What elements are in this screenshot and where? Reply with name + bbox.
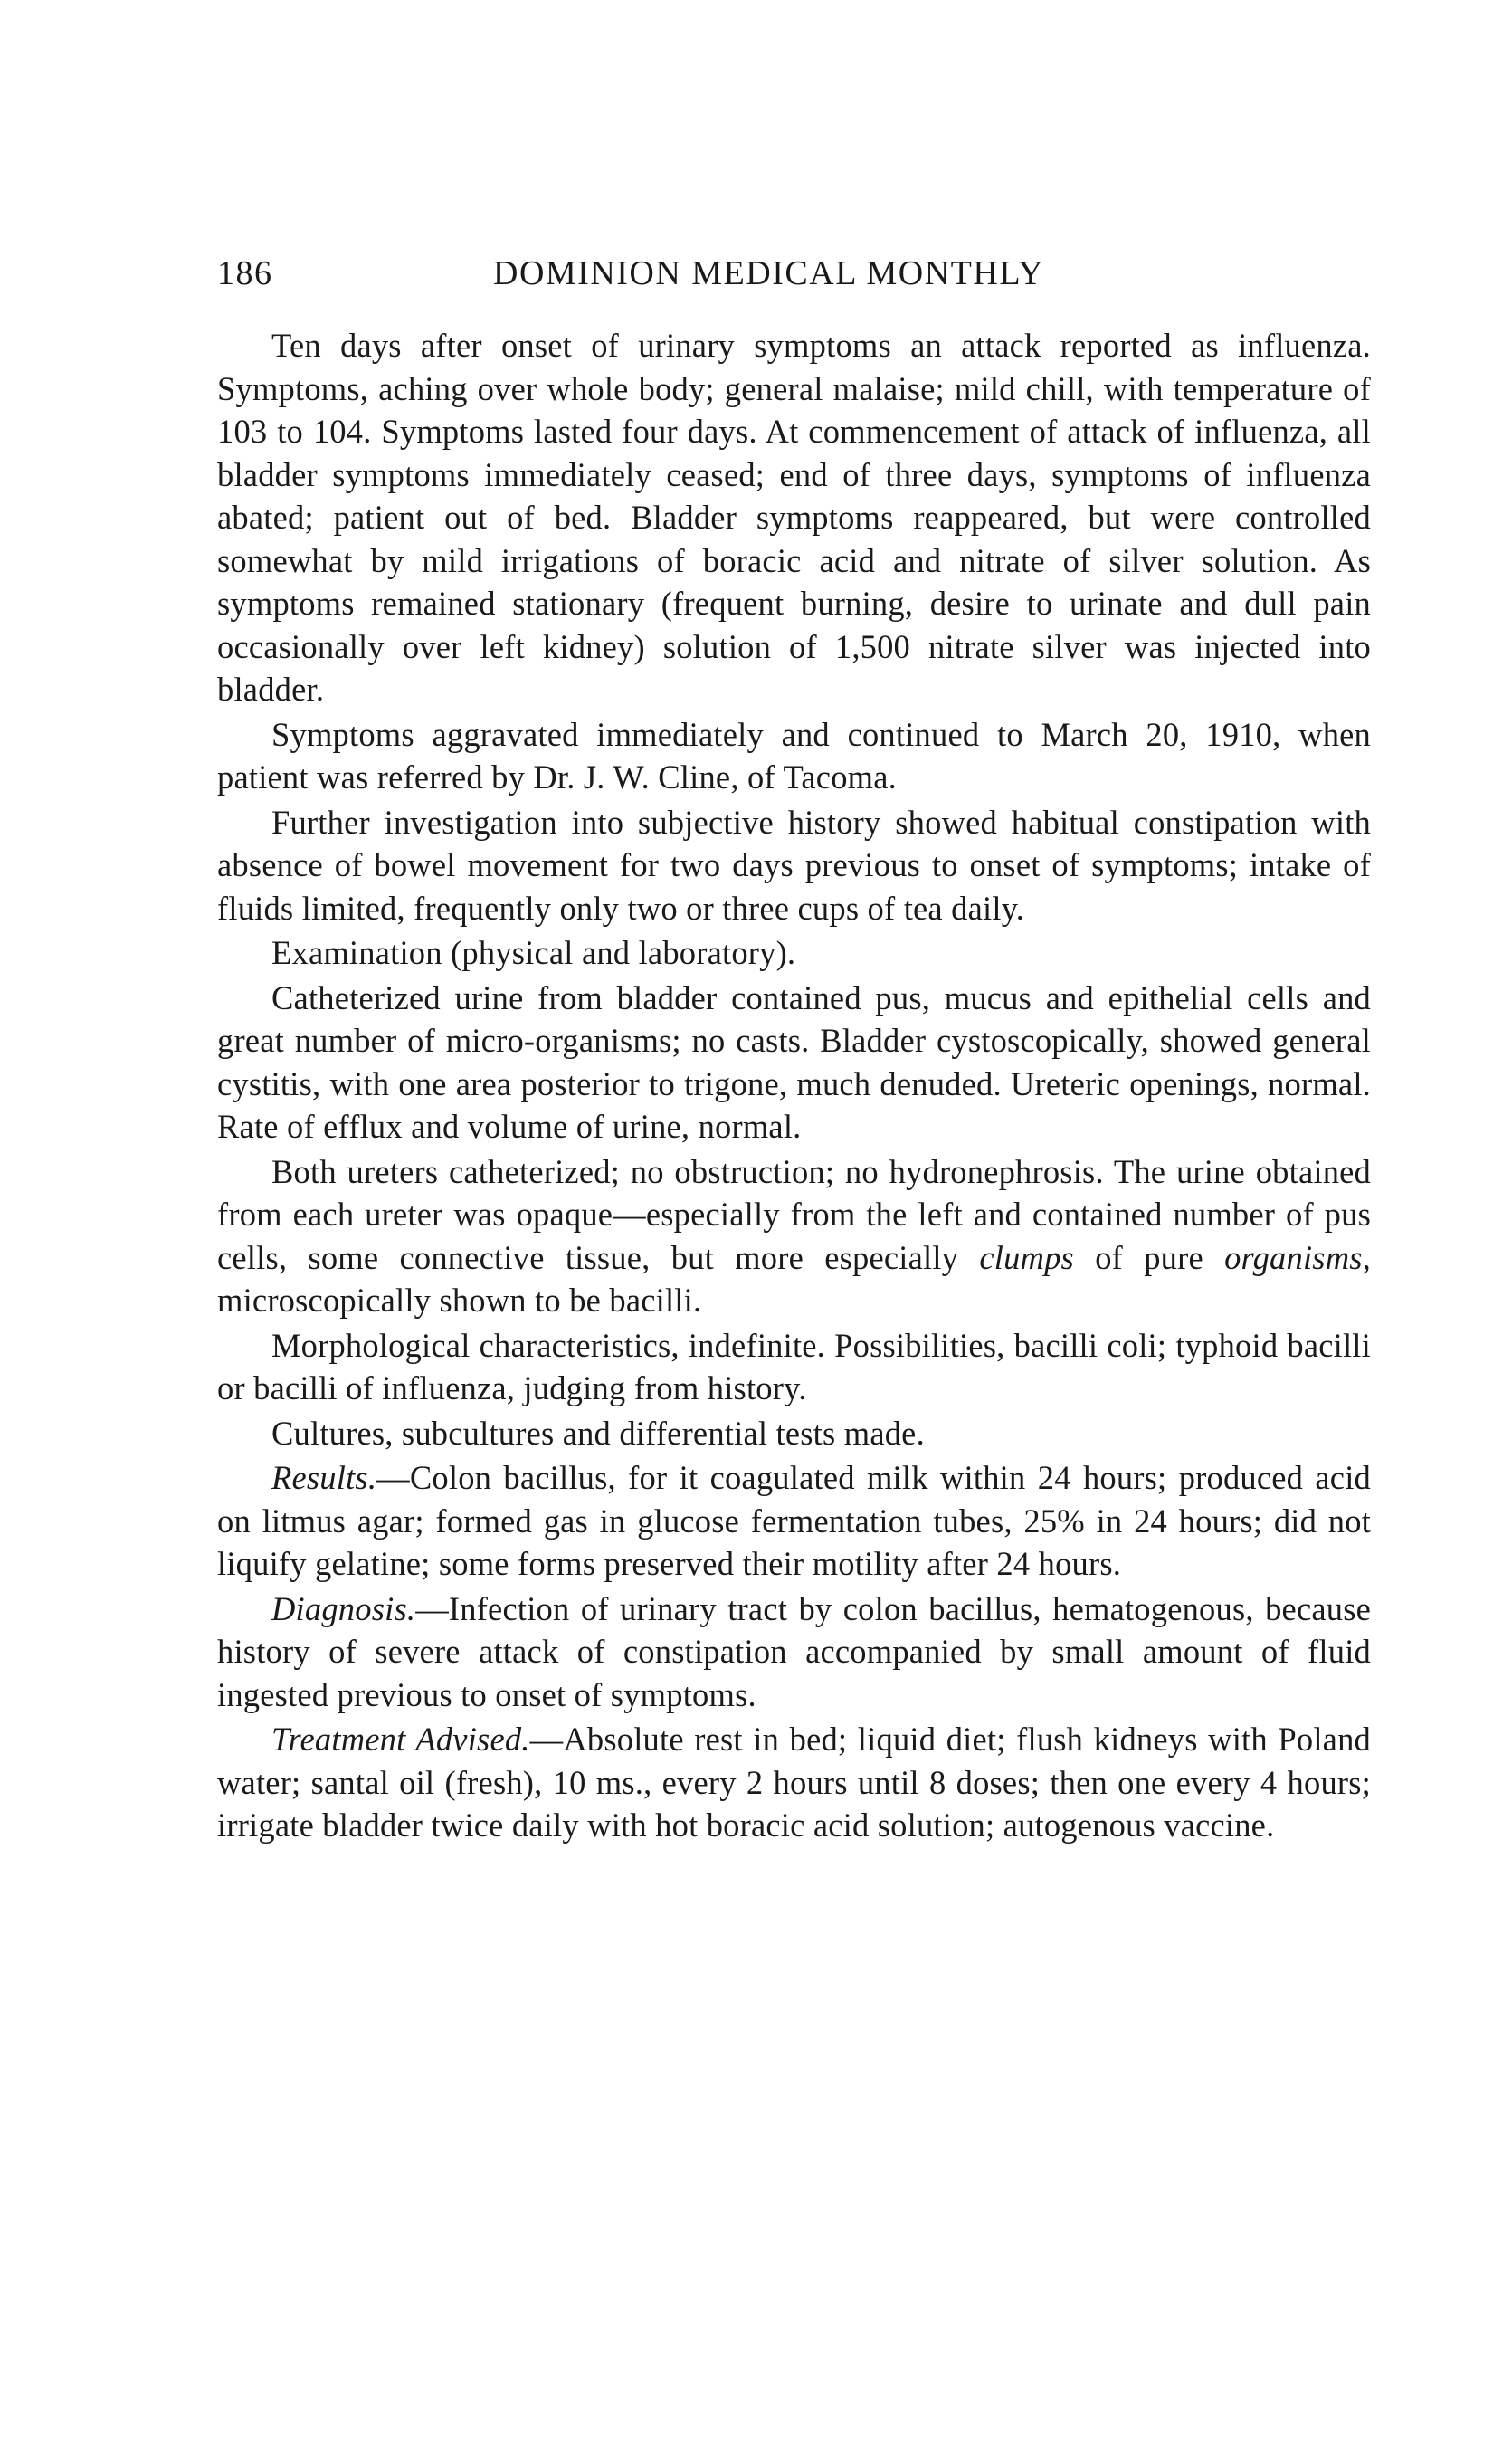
paragraph-catheterized-urine: Catheterized urine from bladder contained pus, mucus and epithelial cells and great number of micro-organisms; no casts. Bladder cystoscopically, showed general cystitis, with one area posterior to trigone, much denuded. Ureteric openings, normal. Rate of efflux and volume of urine, normal.: [217, 978, 1371, 1145]
ureters-text-after: microscopically shown to be bacilli.: [217, 1282, 702, 1319]
ureters-text-before: Both ureters catheterized; no obstruction; no hydronephrosis. The urine obtained from each ureter was opaque—especially from the left and contained number of pus cells, some connective tissue, but more especially: [217, 1152, 1371, 1276]
paragraph-influenza-attack: Ten days after onset of urinary symptoms an attack reported as influenza. Symptoms, aching over whole body; general malaise; mild chill, with temperature of 103 to 104. Symptoms lasted four days. At commencement of attack of influenza, all bladder symptoms immediately ceased; end of three days, symptoms of influenza abated; patient out of bed. Bladder symptoms reappeared, but were controlled somewhat by mild irrigations of boracic acid and nitrate of silver solution. As symptoms remained stationary (frequent burning, desire to urinate and dull pain occasionally over left kidney) solution of 1,500 nitrate silver was injected into bladder.: [217, 327, 1371, 708]
paragraph-examination: Examination (physical and laboratory).: [271, 934, 796, 971]
paragraph-morphological: Morphological characteristics, indefinite. Possibilities, bacilli coli; typhoid bacilli or bacilli of influenza, judging from history.: [217, 1326, 1371, 1406]
paragraph-cultures: Cultures, subcultures and differential tests made.: [271, 1414, 925, 1452]
article-body: [217, 324, 1371, 1847]
paragraph-treatment: [217, 1718, 1371, 1847]
italic-clumps: clumps: [979, 1238, 1074, 1276]
paragraph-symptoms-aggravated: Symptoms aggravated immediately and continued to March 20, 1910, when patient was referred by Dr. J. W. Cline, of Tacoma.: [217, 715, 1371, 796]
paragraph-diagnosis: [217, 1588, 1371, 1717]
paragraph-results: [217, 1456, 1371, 1586]
results-text: —Colon bacillus, for it coagulated milk within 24 hours; produced acid on litmus agar; formed gas in glucose fermentation tubes, 25% in 24 hours; did not liquify gelatine; some forms preserved their motility after 24 hours.: [217, 1459, 1371, 1582]
journal-page: [217, 253, 1371, 1847]
diagnosis-label: Diagnosis.: [271, 1589, 416, 1627]
results-label: Results.: [271, 1459, 377, 1496]
paragraph-further-investigation: Further investigation into subjective history showed habitual constipation with absence of bowel movement for two days previous to onset of symptoms; intake of fluids limited, frequently only two or three cups of tea daily.: [217, 803, 1371, 927]
diagnosis-text: —Infection of urinary tract by colon bacillus, hematogenous, because history of severe attack of constipation accompanied by small amount of fluid ingested previous to onset of symptoms.: [217, 1589, 1371, 1713]
ureters-text-middle: of pure: [1073, 1238, 1225, 1276]
journal-title: DOMINION MEDICAL MONTHLY: [493, 254, 1045, 292]
treatment-text: —Absolute rest in bed; liquid diet; flush kidneys with Poland water; santal oil (fresh), 10 ms., every 2 hours until 8 doses; then one every 4 hours; irrigate bladder twice daily with hot boracic acid solution; autogenous vaccine.: [217, 1721, 1371, 1844]
paragraph-ureters: [217, 1150, 1371, 1322]
italic-organisms: organisms,: [1224, 1238, 1371, 1276]
running-head: [217, 253, 1371, 308]
treatment-label: Treatment Advised.: [271, 1721, 530, 1758]
page-number: 186: [217, 254, 273, 292]
